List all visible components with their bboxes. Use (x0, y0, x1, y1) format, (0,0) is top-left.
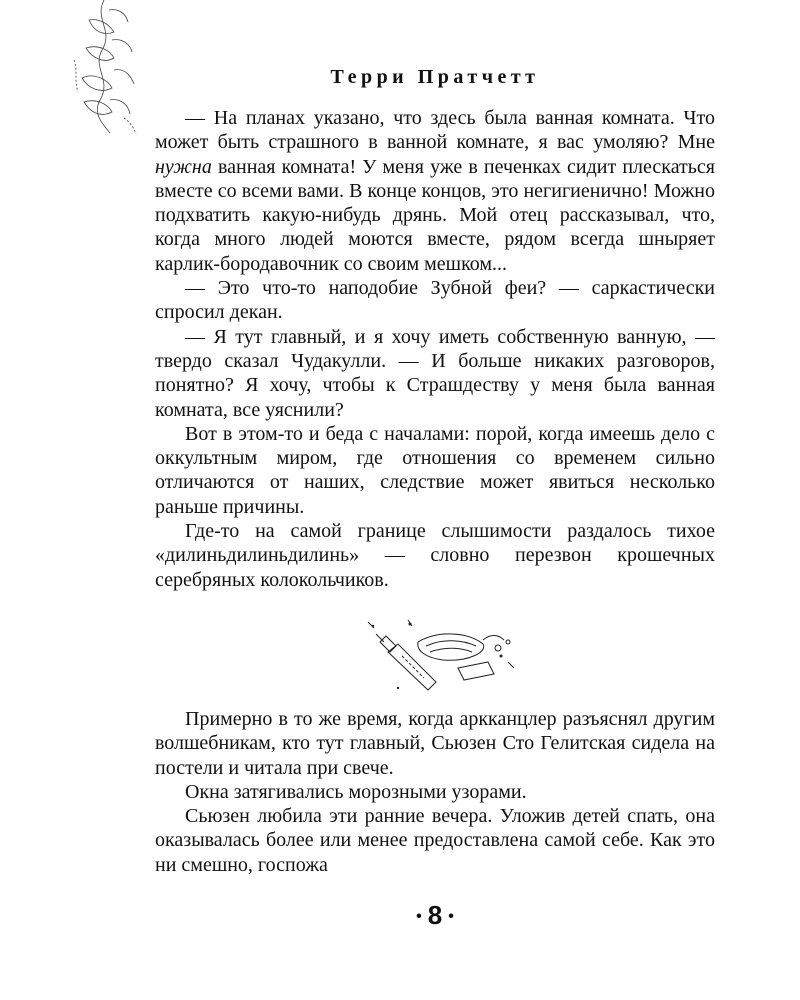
emphasized-word: нужна (155, 155, 212, 178)
page-number-dot-right: • (448, 908, 454, 926)
paragraph: Примерно в то же время, когда аркканцлер разъяснял другим волшебникам, кто тут главный, Сьюзен Сто Гелитская сидела на постели и читала при свече. (155, 708, 715, 779)
page-number-value: 8 (427, 900, 443, 930)
paragraph: — На планах указано, что здесь была ванная комната. Что может быть страшного в ванной комнате, я вас умоляю? Мне нужна ванная комната! У меня уже в печенках сидит плескаться вместе со всеми вами. В конце концов, это негигиенично! Можно подхватить какую-нибудь дрянь. Мой отец рассказывал, что, когда много людей моются вместе, рядом всегда шныряет карлик-бородавочник со своим мешком... (155, 107, 715, 275)
corner-ornament (64, 0, 144, 135)
paragraph: — Это что-то наподобие Зубной феи? — саркастически спросил декан. (155, 277, 715, 324)
text-section-2 (155, 707, 715, 877)
paragraph: — Я тут главный, и я хочу иметь собственную ванную, — твердо сказал Чудакулли. — И больше никаких разговоров, понятно? Я хочу, чтобы к Страшдеству у меня была ванная комната, все уяснили? (155, 325, 715, 421)
paragraph: Где-то на самой границе слышимости раздалось тихое «дилиньдилиньдилинь» — словно перезвон крошечных серебряных колокольчиков. (155, 520, 715, 591)
paragraph: Вот в этом-то и беда с началами: порой, когда имеешь дело с оккультным миром, где отношения со временем сильно отличаются от наших, следствие может явиться несколько раньше причины. (155, 422, 715, 518)
paragraph: Сьюзен любила эти ранние вечера. Уложив детей спать, она оказывалась более или менее предоставлена самой себе. Как это ни смешно, госпожа (155, 805, 715, 876)
section-break-vignette (358, 612, 518, 697)
page-number (155, 900, 715, 931)
text-section-1 (155, 106, 715, 592)
running-header-author: Терри Пратчетт (330, 66, 540, 88)
paragraph: Окна затягивались морозными узорами. (185, 780, 527, 803)
page-number-dot-left: • (416, 908, 422, 926)
